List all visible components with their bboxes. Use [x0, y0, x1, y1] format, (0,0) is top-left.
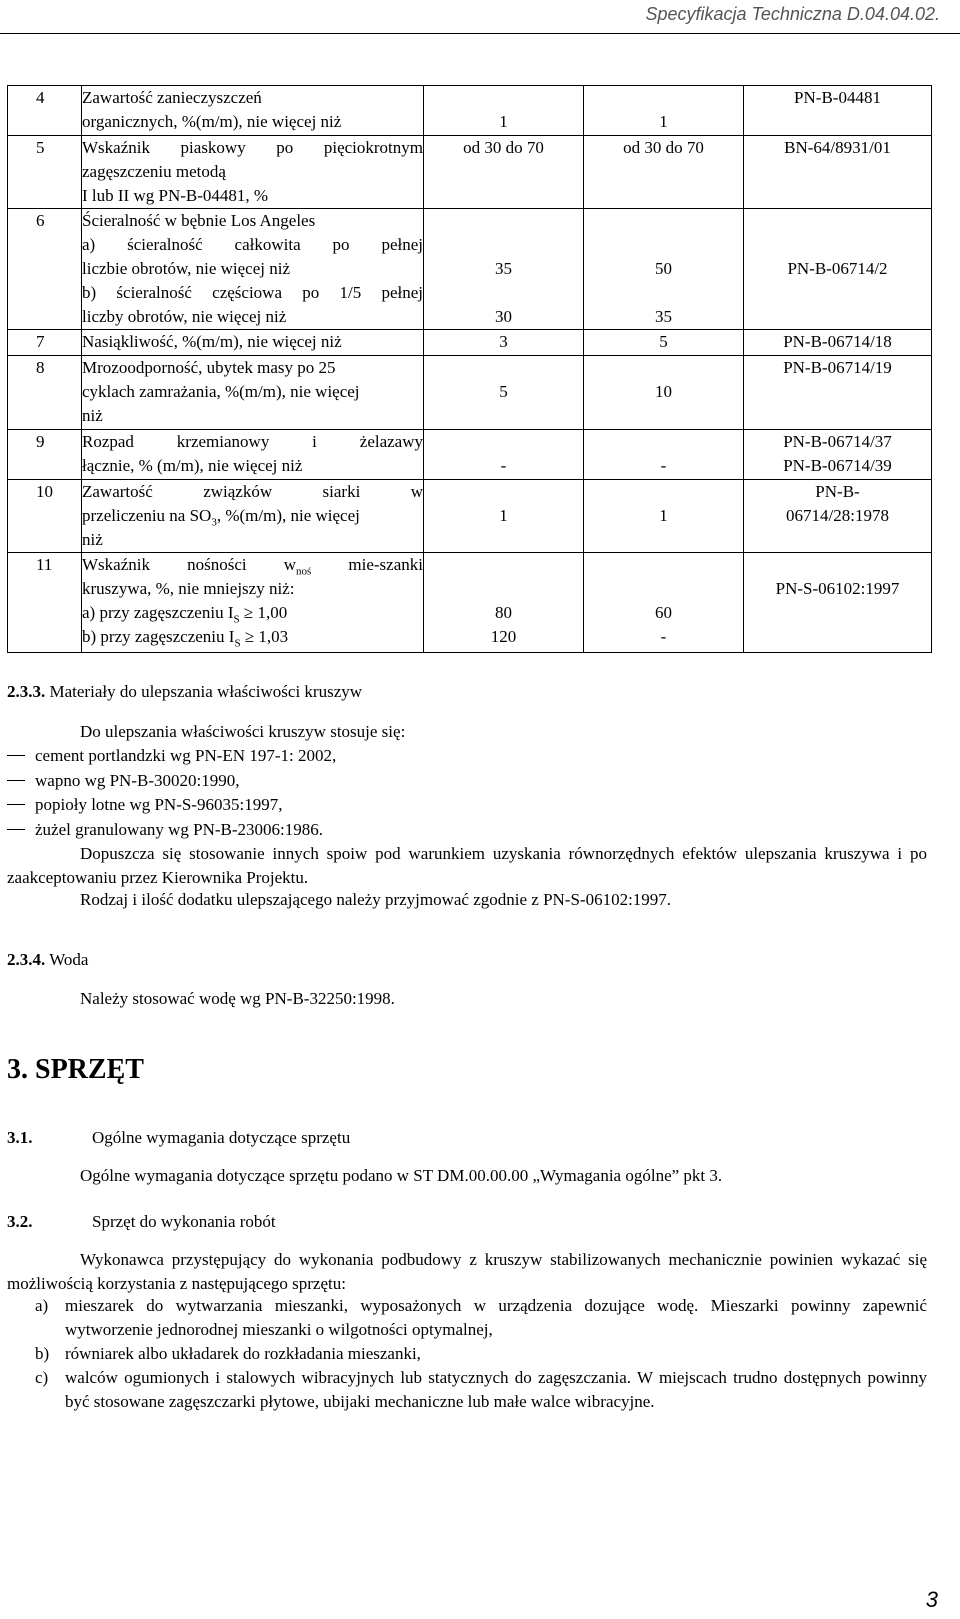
page-number: 3	[925, 1587, 938, 1612]
value-cell: 50 35	[584, 209, 744, 330]
norm-cell: PN-B-06714/19	[744, 356, 932, 430]
section-2-3-3-intro: Do ulepszania właściwości kruszyw stosuje się:	[80, 722, 406, 741]
dash-bullet-icon	[7, 780, 25, 781]
value-cell: od 30 do 70	[424, 136, 584, 209]
paragraph: Rodzaj i ilość dodatku ulepszającego należy przyjmować zgodnie z PN-S-06102:1997.	[80, 890, 672, 909]
value-cell: 80 120	[424, 553, 584, 653]
row-number: 11	[8, 553, 82, 653]
value-cell: 3	[424, 330, 584, 356]
row-number: 7	[8, 330, 82, 356]
section-3-2-heading: 3.2. Sprzęt do wykonania robót	[7, 1212, 276, 1231]
section-2-3-3-heading: 2.3.3. Materiały do ulepszania właściwości kruszyw	[7, 682, 363, 701]
value-cell: -	[584, 430, 744, 480]
table-row	[8, 330, 932, 356]
row-number: 5	[8, 136, 82, 209]
section-3-1-heading: 3.1. Ogólne wymagania dotyczące sprzętu	[7, 1128, 351, 1147]
dash-bullet-icon	[7, 804, 25, 805]
row-description: Nasiąkliwość, %(m/m), nie więcej niż	[82, 330, 424, 356]
value-cell: 5	[424, 356, 584, 430]
row-description: Rozpad krzemianowy i żelazawy łącznie, % (m/m), nie więcej niż	[82, 430, 424, 480]
list-item: wapno wg PN-B-30020:1990,	[7, 769, 336, 794]
table-row	[8, 480, 932, 553]
header-rule	[0, 33, 960, 34]
dash-bullet-icon	[7, 755, 25, 756]
list-item: a) mieszarek do wytwarzania mieszanki, wyposażonych w urządzenia dozujące wodę. Mieszarki powinny zapewnić wytworzenie jednorodnej mieszanki o wilgotności optymalnej,	[35, 1296, 927, 1339]
table-row	[8, 136, 932, 209]
list-item: c) walców ogumionych i stalowych wibracyjnych lub statycznych do zagęszczania. W miejscach trudno dostępnych powinny być stosowane zagęszczarki płytowe, ubijaki mechaniczne lub małe walce wibracyjne.	[35, 1368, 927, 1411]
table-row	[8, 356, 932, 430]
row-number: 4	[8, 86, 82, 136]
value-cell: 35 30	[424, 209, 584, 330]
value-cell: -	[424, 430, 584, 480]
binder-list	[7, 744, 336, 842]
norm-cell: PN-B-06714/37 PN-B-06714/39	[744, 430, 932, 480]
paragraph: Należy stosować wodę wg PN-B-32250:1998.	[80, 989, 395, 1008]
value-cell: 60 -	[584, 553, 744, 653]
norm-cell: PN-B-06714/18	[744, 330, 932, 356]
row-number: 9	[8, 430, 82, 480]
norm-cell: PN-B- 06714/28:1978	[744, 480, 932, 553]
table-row	[8, 86, 932, 136]
section-2-3-4-heading: 2.3.4. Woda	[7, 950, 89, 969]
row-number: 10	[8, 480, 82, 553]
list-item: popioły lotne wg PN-S-96035:1997,	[7, 793, 336, 818]
row-number: 6	[8, 209, 82, 330]
value-cell: 1	[424, 480, 584, 553]
paragraph: Wykonawca przystępujący do wykonania podbudowy z kruszyw stabilizowanych mechanicznie powinien wykazać się możliwością korzystania z następującego sprzętu:	[7, 1250, 927, 1293]
value-cell: od 30 do 70	[584, 136, 744, 209]
paragraph: Ogólne wymagania dotyczące sprzętu podano w ST DM.00.00.00 „Wymagania ogólne” pkt 3.	[80, 1166, 723, 1185]
norm-cell: PN-S-06102:1997	[744, 553, 932, 653]
running-header: Specyfikacja Techniczna D.04.04.02.	[645, 4, 940, 24]
row-description: Zawartość zanieczyszczeń organicznych, %(m/m), nie więcej niż	[82, 86, 424, 136]
row-description: Zawartość związków siarki w przeliczeniu na $SO_3$, %(m/m), nie więcej niż	[82, 480, 424, 553]
table-row	[8, 430, 932, 480]
norm-cell: PN-B-06714/2	[744, 209, 932, 330]
row-number: 8	[8, 356, 82, 430]
value-cell: 10	[584, 356, 744, 430]
row-description: Wskaźnik piaskowy po pięciokrotnym zagęszczeniu metodą I lub II wg PN-B-04481, %	[82, 136, 424, 209]
row-description: Ścieralność w bębnie Los Angeles a) ścieralność całkowita po pełnej liczbie obrotów, nie więcej niż b) ścieralność częściowa po 1/5 pełnej liczby obrotów, nie więcej niż	[82, 209, 424, 330]
list-item: b) równiarek albo układarek do rozkładania mieszanki,	[35, 1344, 421, 1363]
value-cell: 1	[424, 86, 584, 136]
table-row	[8, 209, 932, 330]
table-row	[8, 553, 932, 653]
value-cell: 5	[584, 330, 744, 356]
row-description: Wskaźnik nośności $w_{noś}$ mie-szanki kruszywa, %, nie mniejszy niż: a) przy zagęszczeniu $I_S \ge 1,00$ b) przy zagęszczeniu $I_S \ge 1,03$	[82, 553, 424, 653]
paragraph: Dopuszcza się stosowanie innych spoiw pod warunkiem uzyskania równorzędnych efektów ulepszania kruszywa i po zaakceptowaniu przez Kierownika Projektu.	[7, 844, 927, 887]
norm-cell: BN-64/8931/01	[744, 136, 932, 209]
list-item: cement portlandzki wg PN-EN 197-1: 2002,	[7, 744, 336, 769]
dash-bullet-icon	[7, 829, 25, 830]
chapter-heading: 3. SPRZĘT	[7, 1054, 144, 1085]
requirements-table	[7, 85, 932, 653]
equipment-list	[7, 1294, 927, 1414]
norm-cell: PN-B-04481	[744, 86, 932, 136]
value-cell: 1	[584, 86, 744, 136]
value-cell: 1	[584, 480, 744, 553]
row-description: Mrozoodporność, ubytek masy po 25 cyklach zamrażania, %(m/m), nie więcej niż	[82, 356, 424, 430]
list-item: żużel granulowany wg PN-B-23006:1986.	[7, 818, 336, 843]
